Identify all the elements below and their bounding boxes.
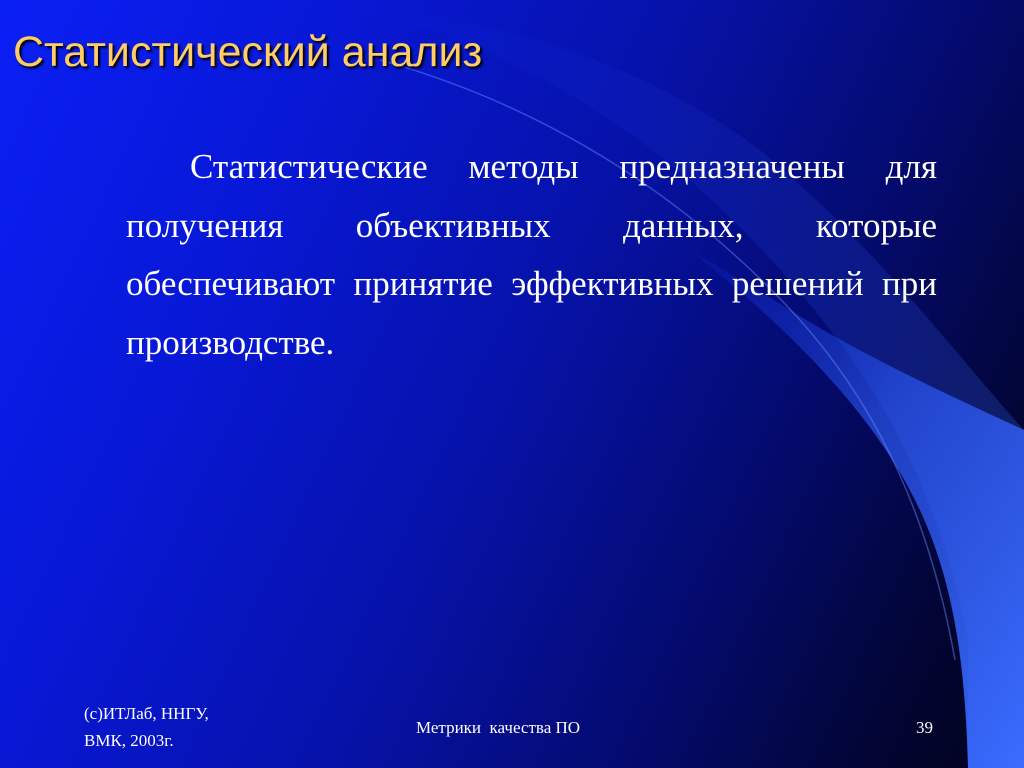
- footer-copyright-line2: ВМК, 2003г.: [84, 731, 174, 750]
- footer-copyright-line1: (c)ИТЛаб, ННГУ,: [84, 704, 209, 723]
- page-number: 39: [916, 718, 933, 737]
- slide-title: Статистический анализ: [13, 28, 483, 76]
- footer-copyright: [84, 700, 284, 754]
- body-paragraph: Статистические методы предназначены для получения объективных данных, которые обеспечивают принятие эффективных решений при производстве.: [126, 147, 937, 362]
- footer-course-title: Метрики качества ПО: [416, 718, 581, 737]
